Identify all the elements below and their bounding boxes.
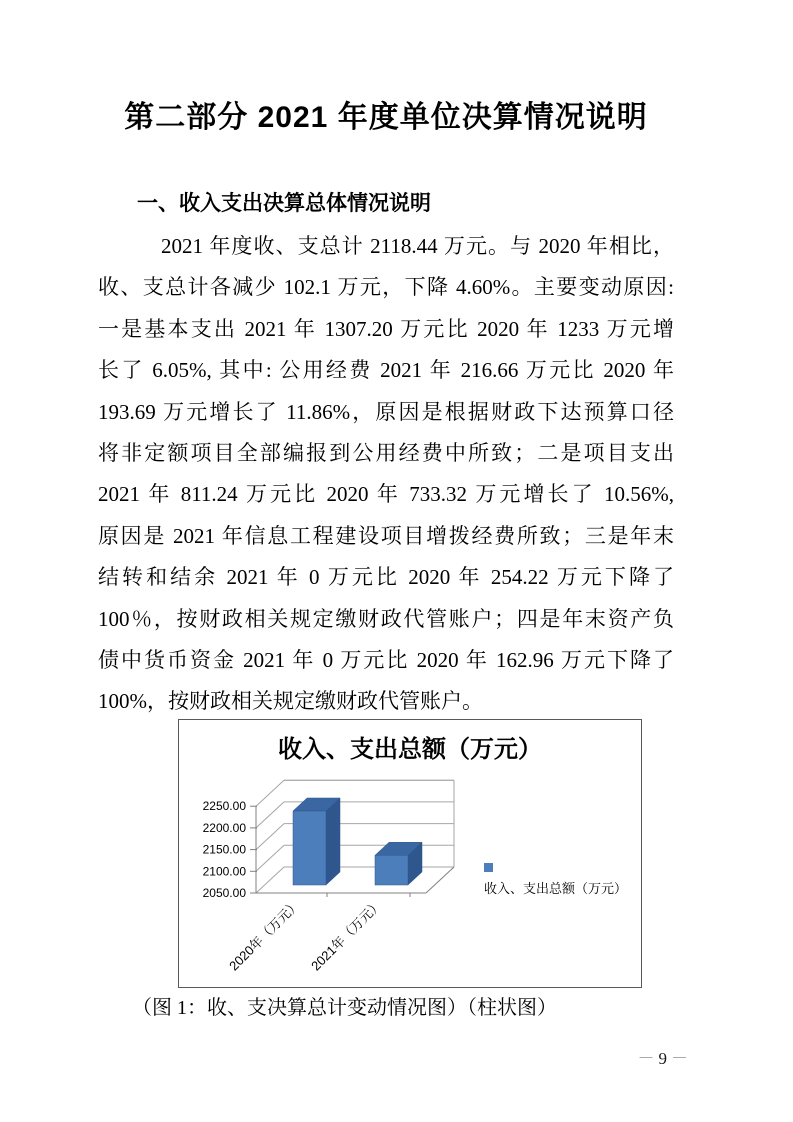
document-title: 第二部分 2021 年度单位决算情况说明: [124, 101, 648, 134]
y-axis-label: 2150.00: [202, 842, 246, 857]
x-axis-label: 2021年（万元）: [308, 896, 386, 974]
bar-chart-plot: [179, 720, 641, 987]
paragraph-line: 长了 6.05%, 其中: 公用经费 2021 年 216.66 万元比 2020 年: [98, 358, 674, 383]
gridline-connector: [256, 780, 284, 806]
y-axis-label: 2200.00: [202, 820, 246, 835]
y-axis-label: 2050.00: [202, 886, 246, 900]
page-number-value: 9: [658, 1049, 669, 1068]
x-axis-label: 2020年（万元）: [226, 896, 304, 974]
legend-label: 收入、支出总额（万元）: [484, 881, 628, 897]
chart-frame: [178, 719, 642, 988]
chart-title: 收入、支出总额（万元）: [278, 736, 542, 763]
bar-front-face: [375, 855, 408, 885]
paragraph-line: 2021 年 811.24 万元比 2020 年 733.32 万元增长了 10.56%,: [98, 482, 674, 507]
y-axis-label: 2250.00: [202, 799, 246, 814]
gridline-connector: [256, 802, 284, 828]
paragraph-line: 100％，按财政相关规定缴财政代管账户；四是年末资产负: [98, 606, 674, 631]
gridline-connector: [256, 845, 284, 871]
paragraph-line: 100%，按财政相关规定缴财政代管账户。: [98, 689, 483, 714]
paragraph-line: 一是基本支出 2021 年 1307.20 万元比 2020 年 1233 万元增: [98, 316, 674, 341]
paragraph-line: 原因是 2021 年信息工程建设项目增拨经费所致；三是年末: [98, 523, 674, 548]
page-number: [638, 1044, 691, 1069]
figure-caption: （图 1：收、支决算总计变动情况图）（柱状图）: [132, 997, 557, 1019]
chart-legend: [484, 859, 636, 899]
paragraph-line: 收、支总计各减少 102.1 万元，下降 4.60%。主要变动原因:: [98, 275, 674, 300]
paragraph-line: 2021 年度收、支总计 2118.44 万元。与 2020 年相比，: [161, 234, 674, 258]
section-heading: 一、收入支出决算总体情况说明: [137, 192, 431, 215]
legend-swatch-icon: [484, 863, 493, 872]
paragraph-line: 债中货币资金 2021 年 0 万元比 2020 年 162.96 万元下降了: [98, 648, 674, 673]
gridline-connector: [256, 824, 284, 850]
bar-front-face: [293, 811, 326, 885]
page-number-dash: －: [671, 1049, 690, 1068]
body-paragraph: [98, 226, 674, 723]
paragraph-line: 将非定额项目全部编报到公用经费中所致；二是项目支出: [98, 441, 674, 466]
paragraph-line: 结转和结余 2021 年 0 万元比 2020 年 254.22 万元下降了: [98, 565, 674, 590]
floor-right-edge: [426, 867, 454, 893]
bar-side-face: [326, 798, 340, 885]
gridline-connector: [256, 867, 284, 893]
y-axis-label: 2100.00: [202, 864, 246, 879]
page-number-dash: －: [637, 1049, 657, 1068]
paragraph-line: 193.69 万元增长了 11.86%，原因是根据财政下达预算口径: [98, 399, 674, 424]
